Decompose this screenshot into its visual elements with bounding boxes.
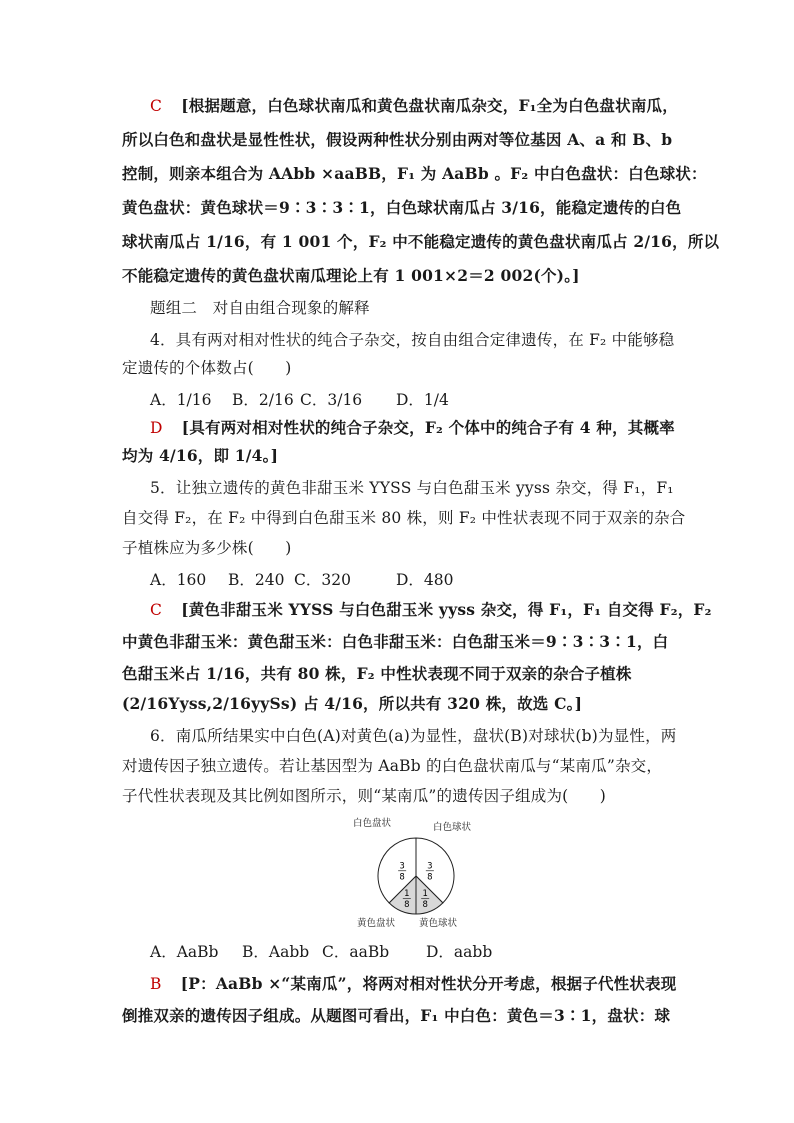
q6-option-b: B．Aabb bbox=[242, 943, 310, 961]
q5-explanation-line-4: (2/16Yyss,2/16yySs) 占 4/16，所以共有 320 株，故选 C。] bbox=[122, 694, 583, 713]
pie-category-label: 黄色球状 bbox=[418, 918, 458, 929]
q6-exp-1: [P：AaBb ×“某南瓜”，将两对相对性状分开考虑，根据子代性状表现 bbox=[180, 974, 677, 993]
q5-answer: C bbox=[150, 601, 163, 619]
slice-fraction-numerator: 1 bbox=[422, 889, 428, 900]
q3-line-2: 所以白色和盘状是显性性状，假设两种性状分别由两对等位基因 A、a 和 B、b bbox=[122, 130, 673, 149]
q5-explanation-line-3: 色甜玉米占 1/16，共有 80 株，F₂ 中性状表现不同于双亲的杂合子植株 bbox=[122, 664, 632, 683]
slice-fraction-denominator: 8 bbox=[399, 872, 405, 883]
q5-stem-2: 自交得 F₂，在 F₂ 中得到白色甜玉米 80 株，则 F₂ 中性状表现不同于双亲的杂合 bbox=[122, 509, 686, 527]
q5-option-c: C．320 bbox=[294, 571, 351, 589]
slice-fraction-denominator: 8 bbox=[404, 900, 410, 911]
q4-option-d: D．1/4 bbox=[396, 391, 449, 409]
q4-explanation-line-2: 均为 4/16，即 1/4。] bbox=[122, 446, 279, 465]
q6-answer: B bbox=[150, 975, 162, 993]
q6-stem-2: 对遗传因子独立遗传。若让基因型为 AaBb 的白色盘状南瓜与“某南瓜”杂交， bbox=[122, 757, 663, 775]
slice-fraction-denominator: 8 bbox=[422, 900, 428, 911]
pie-category-label: 白色球状 bbox=[432, 822, 472, 833]
q3-exp-1: [根据题意，白色球状南瓜和黄色盘状南瓜杂交，F₁全为白色盘状南瓜， bbox=[181, 96, 678, 115]
q4-option-b: B．2/16 bbox=[232, 391, 294, 409]
q4-option-a: A．1/16 bbox=[150, 391, 212, 409]
q3-line-4: 黄色盘状：黄色球状＝9∶3∶3∶1，白色球状南瓜占 3/16，能稳定遗传的白色 bbox=[122, 198, 682, 217]
pie-category-label: 黄色盘状 bbox=[356, 918, 396, 929]
q4-stem-1: 4．具有两对相对性状的纯合子杂交，按自由组合定律遗传，在 F₂ 中能够稳 bbox=[150, 331, 675, 349]
slice-fraction-numerator: 1 bbox=[404, 889, 410, 900]
q4-answer: D bbox=[150, 419, 163, 437]
q5-option-a: A．160 bbox=[150, 571, 207, 589]
q3-answer: C bbox=[150, 97, 163, 115]
q4-stem-2: 定遗传的个体数占( ) bbox=[122, 359, 292, 377]
q4-explanation-line-1 bbox=[150, 418, 675, 438]
q3-line-3: 控制，则亲本组合为 AAbb ×aaBB，F₁ 为 AaBb 。F₂ 中白色盘状：白色球状： bbox=[122, 164, 707, 183]
q4-exp-1: [具有两对相对性状的纯合子杂交，F₂ 个体中的纯合子有 4 种，其概率 bbox=[181, 418, 675, 437]
phenotype-pie-chart bbox=[350, 810, 482, 930]
pie-category-label: 白色盘状 bbox=[352, 818, 392, 829]
q6-stem-3: 子代性状表现及其比例如图所示，则“某南瓜”的遗传因子组成为( ) bbox=[122, 787, 607, 805]
q6-option-c: C．aaBb bbox=[322, 943, 390, 961]
q5-stem-3: 子植株应为多少株( ) bbox=[122, 539, 292, 557]
q5-option-d: D．480 bbox=[396, 571, 454, 589]
q5-stem-1: 5．让独立遗传的黄色非甜玉米 YYSS 与白色甜玉米 yyss 杂交，得 F₁，F₁ bbox=[150, 479, 674, 497]
q3-line-5: 球状南瓜占 1/16，有 1 001 个，F₂ 中不能稳定遗传的黄色盘状南瓜占 2/16，所以 bbox=[122, 232, 720, 251]
q6-explanation-line-2: 倒推双亲的遗传因子组成。从题图可看出，F₁ 中白色：黄色＝3∶1，盘状：球 bbox=[122, 1006, 671, 1025]
q6-option-d: D．aabb bbox=[426, 943, 493, 961]
q6-stem-1: 6．南瓜所结果实中白色(A)对黄色(a)为显性，盘状(B)对球状(b)为显性，两 bbox=[150, 727, 677, 745]
q6-option-a: A．AaBb bbox=[150, 943, 219, 961]
slice-fraction-numerator: 3 bbox=[399, 861, 405, 872]
slice-fraction-numerator: 3 bbox=[427, 861, 433, 872]
slice-fraction-denominator: 8 bbox=[427, 872, 433, 883]
q6-explanation-line-1 bbox=[150, 974, 676, 994]
q5-explanation-line-2: 中黄色非甜玉米：黄色甜玉米：白色非甜玉米：白色甜玉米＝9∶3∶3∶1，白 bbox=[122, 632, 669, 651]
q5-exp-1: [黄色非甜玉米 YYSS 与白色甜玉米 yyss 杂交，得 F₁，F₁ 自交得 F₂，F₂ bbox=[181, 600, 712, 619]
q5-option-b: B．240 bbox=[228, 571, 285, 589]
q3-line-1 bbox=[150, 96, 678, 116]
q5-explanation-line-1 bbox=[150, 600, 712, 620]
q4-option-c: C．3/16 bbox=[300, 391, 363, 409]
group2-title: 题组二 对自由组合现象的解释 bbox=[150, 299, 370, 317]
q3-line-6: 不能稳定遗传的黄色盘状南瓜理论上有 1 001×2＝2 002(个)。] bbox=[122, 266, 580, 285]
